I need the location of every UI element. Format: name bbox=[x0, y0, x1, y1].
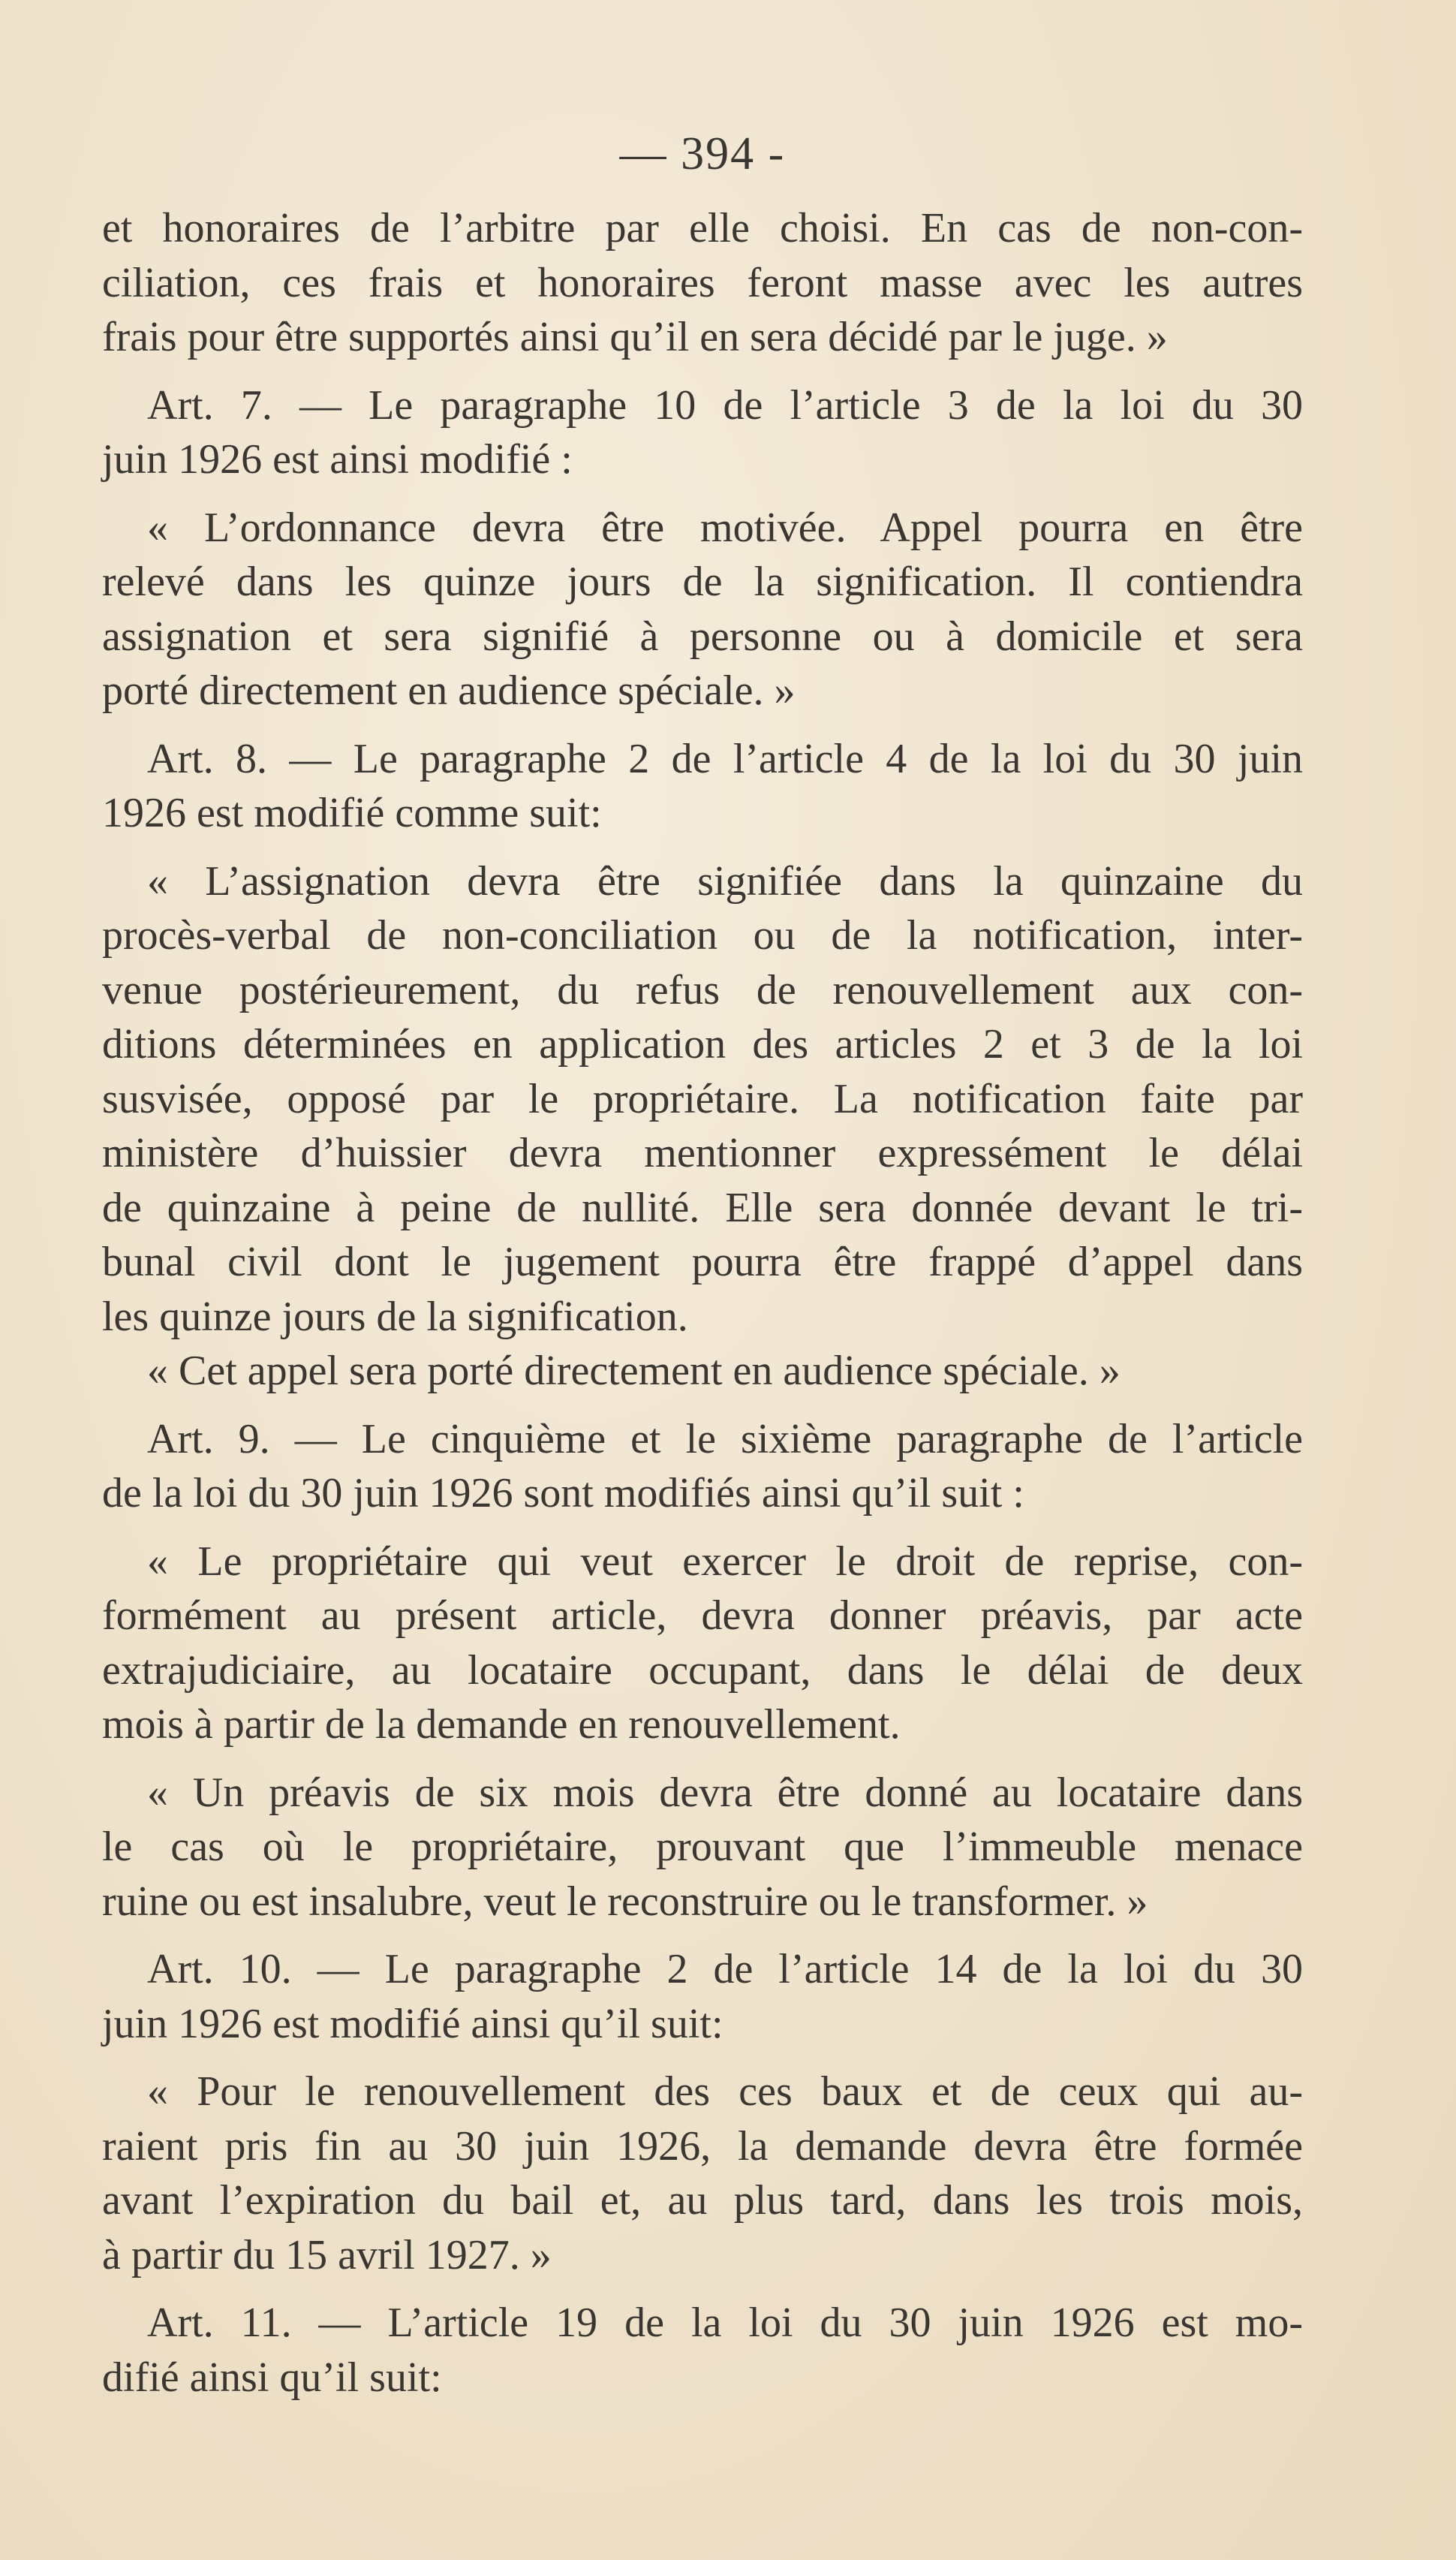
paragraph-article-11 bbox=[102, 2296, 1303, 2405]
text-line: Art. 9. — Le cinquième et le sixième paragraphe de l’article bbox=[147, 1415, 1303, 1462]
text-line: ministère d’huissier devra mentionner expressément le délai bbox=[102, 1130, 1303, 1176]
paragraph-article-7 bbox=[102, 378, 1303, 487]
text-line: difié ainsi qu’il suit: bbox=[102, 2354, 442, 2401]
text-line: assignation et sera signifié à personne ou à domicile et sera bbox=[102, 613, 1303, 660]
text-line: « Le propriétaire qui veut exercer le droit de reprise, con- bbox=[147, 1538, 1303, 1585]
text-line: juin 1926 est modifié ainsi qu’il suit: bbox=[102, 2000, 723, 2047]
text-line: de la loi du 30 juin 1926 sont modifiés ainsi qu’il suit : bbox=[102, 1470, 1024, 1516]
text-line: « Un préavis de six mois devra être donné au locataire dans bbox=[147, 1769, 1303, 1816]
text-line: mois à partir de la demande en renouvellement. bbox=[102, 1701, 901, 1748]
text-line: venue postérieurement, du refus de renouvellement aux con- bbox=[102, 966, 1303, 1013]
text-line: frais pour être supportés ainsi qu’il en sera décidé par le juge. » bbox=[102, 314, 1168, 360]
text-line: le cas où le propriétaire, prouvant que l’immeuble menace bbox=[102, 1824, 1303, 1870]
page-number: — 394 - bbox=[619, 128, 786, 179]
text-line: raient pris fin au 30 juin 1926, la demande devra être formée bbox=[102, 2122, 1303, 2170]
paragraph-article-9 bbox=[102, 1412, 1303, 1521]
paragraph-article-8-quote bbox=[102, 854, 1303, 1345]
text-line: de quinzaine à peine de nullité. Elle sera donnée devant le tri- bbox=[102, 1184, 1303, 1231]
text-line: « Pour le renouvellement des ces baux et de ceux qui au- bbox=[147, 2068, 1303, 2115]
text-line: « L’assignation devra être signifiée dans la quinzaine du bbox=[147, 857, 1303, 905]
text-line: et honoraires de l’arbitre par elle choisi. En cas de non-con- bbox=[102, 205, 1303, 251]
text-line: 1926 est modifié comme suit: bbox=[102, 790, 602, 836]
paragraph-article-8 bbox=[102, 732, 1303, 841]
text-line: les quinze jours de la signification. bbox=[102, 1293, 688, 1340]
text-line: susvisée, opposé par le propriétaire. La notification faite par bbox=[102, 1075, 1303, 1122]
paragraph-article-8-appeal bbox=[102, 1344, 1303, 1399]
text-line: avant l’expiration du bail et, au plus tard, dans les trois mois, bbox=[102, 2177, 1303, 2224]
text-line: extrajudiciaire, au locataire occupant, dans le délai de deux bbox=[102, 1646, 1303, 1694]
text-line: procès-verbal de non-conciliation ou de la notification, inter- bbox=[102, 912, 1303, 959]
text-line: porté directement en audience spéciale. » bbox=[102, 667, 796, 714]
text-line: « L’ordonnance devra être motivée. Appel pourra en être bbox=[147, 504, 1303, 551]
paragraph-article-9-quote bbox=[102, 1534, 1303, 1752]
text-line: ruine ou est insalubre, veut le reconstruire ou le transformer. » bbox=[102, 1878, 1148, 1925]
paragraph-article-10 bbox=[102, 1942, 1303, 2051]
paragraph-continuation bbox=[102, 201, 1303, 365]
paragraph-article-9-preavis bbox=[102, 1766, 1303, 1929]
text-line: ditions déterminées en application des articles 2 et 3 de la loi bbox=[102, 1021, 1303, 1068]
text-line: juin 1926 est ainsi modifié : bbox=[102, 436, 573, 483]
text-line: Art. 7. — Le paragraphe 10 de l’article 3 de la loi du 30 bbox=[147, 381, 1303, 429]
text-line: relevé dans les quinze jours de la signification. Il contiendra bbox=[102, 559, 1303, 605]
text-line: ciliation, ces frais et honoraires feront masse avec les autres bbox=[102, 259, 1303, 306]
text-line: formément au présent article, devra donner préavis, par acte bbox=[102, 1592, 1303, 1639]
text-line: Art. 11. — L’article 19 de la loi du 30 juin 1926 est mo- bbox=[147, 2299, 1303, 2346]
text-line: Art. 10. — Le paragraphe 2 de l’article 14 de la loi du 30 bbox=[147, 1946, 1303, 1992]
text-line: Art. 8. — Le paragraphe 2 de l’article 4 de la loi du 30 juin bbox=[147, 735, 1303, 782]
text-line: à partir du 15 avril 1927. » bbox=[102, 2231, 552, 2278]
paragraph-article-7-quote bbox=[102, 501, 1303, 718]
text-line: bunal civil dont le jugement pourra être frappé d’appel dans bbox=[102, 1239, 1303, 1285]
text-line: « Cet appel sera porté directement en audience spéciale. » bbox=[147, 1348, 1121, 1394]
paragraph-article-10-quote bbox=[102, 2065, 1303, 2282]
page bbox=[102, 128, 1303, 2405]
